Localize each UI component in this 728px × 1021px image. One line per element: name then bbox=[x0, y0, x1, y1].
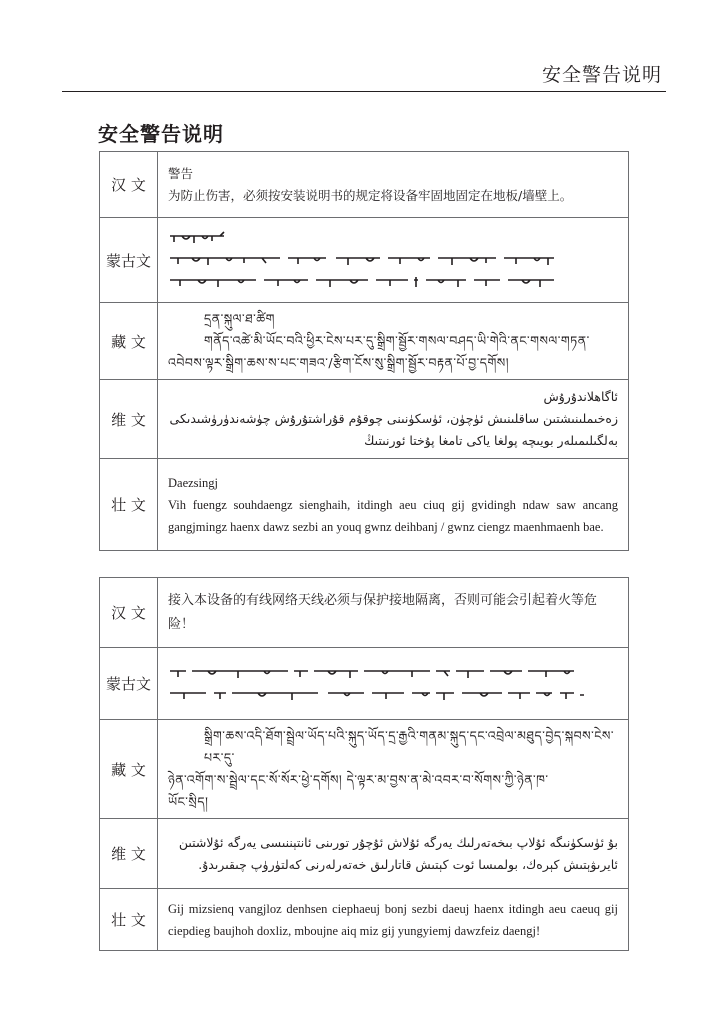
tibetan-line: འབེབས་ལྟར་སྒྲིག་ཆས་ས་པང་གཟའ་/རྩིག་ངོས་སུ་སྒྲིག་སྦྱོར་བརྟན་པོ་བྱ་དགོས། bbox=[168, 355, 510, 370]
tibetan-line: སྒྲིག་ཆས་འདི་ཐོག་སྦྲེལ་ཡོད་པའི་སྐུད་ཡོད་དྲ་རྒྱའི་གནམ་སྐུད་དང་འབྲེལ་མཐུད་བྱེད་སྐབས་ངེས་པར་དུ་ bbox=[204, 728, 614, 765]
uyghur-line: زەخىملىنىشتىن ساقلىنىش ئۈچۈن، ئۈسكۈنىنى چوقۇم قۇراشتۇرۇش چۈشەندۈرۈشىدىكى bbox=[169, 411, 618, 426]
table-row-zhuang bbox=[100, 889, 629, 951]
header-divider bbox=[62, 91, 666, 92]
tibetan-line: ཉེན་འགོག་ས་སྦྲེལ་དང་སོ་སོར་ཕྱེ་དགོས། དེ་ལྟར་མ་བྱས་ན་མེ་འབར་བ་སོགས་ཀྱི་ཉེན་ཁ་ bbox=[168, 772, 549, 787]
lang-label-zhuang: 壮 文 bbox=[100, 889, 158, 951]
running-header-title: 安全警告说明 bbox=[541, 64, 662, 86]
zhuang-heading: Daezsingj bbox=[168, 475, 218, 490]
tibetan-heading: དྲན་སྐུལ་ཐ་ཚིག bbox=[204, 311, 275, 326]
mongolian-line bbox=[168, 275, 618, 289]
table-row-chinese bbox=[100, 578, 629, 648]
lang-label-mongolian: 蒙古文 bbox=[100, 218, 158, 303]
tibetan-line: གནོད་འཚེ་མི་ཡོང་བའི་ཕྱིར་ངེས་པར་དུ་སྒྲིག་སྦྱོར་གསལ་བཤད་ཡི་གེའི་ནང་གསལ་གཏན་ bbox=[204, 333, 590, 348]
lang-label-chinese: 汉 文 bbox=[100, 578, 158, 648]
mongolian-script-graphic bbox=[158, 648, 629, 720]
uyghur-line: ئايرىۋېتىش كېرەك، بولمىسا ئوت كېتىش قاتارلىق خەتەرلەرنى كەلتۈرۈپ چىقىرىدۇ. bbox=[198, 856, 618, 872]
table-row-chinese bbox=[100, 152, 629, 218]
table-row-mongolian bbox=[100, 648, 629, 720]
mongolian-line bbox=[168, 688, 618, 702]
tibetan-text bbox=[158, 303, 629, 380]
chinese-text bbox=[158, 152, 629, 218]
chinese-text: 接入本设备的有线网络天线必须与保护接地隔离，否则可能会引起着火等危险！ bbox=[158, 578, 629, 648]
warning-body: 为防止伤害，必须按安装说明书的规定将设备牢固地固定在地板/墙壁上。 bbox=[168, 187, 573, 203]
zhuang-body: Vih fuengz souhdaengz sienghaih, itdingh aeu ciuq gij gvidingh ndaw saw ancang gangjmingz haenx dawz sezbi an youq gwnz deihbanj / gwnz ciengz maenhmaenh bae. bbox=[168, 497, 618, 534]
mongolian-script-graphic bbox=[158, 218, 629, 303]
uyghur-line: بەلگىلىمىلەر بويىچە پولغا ياكى تامغا پۇختا ئورنىتىڭ bbox=[364, 433, 618, 448]
lang-label-zhuang: 壮 文 bbox=[100, 459, 158, 551]
table-row-zhuang bbox=[100, 459, 629, 551]
uyghur-line: بۇ ئۈسكۈنىگە ئۇلاپ بىخەتەرلىك يەرگە ئۇلاش ئۇچۇر تورىنى ئانتېننىسى يەرگە ئۇلاشتىن bbox=[178, 834, 618, 850]
table-row-mongolian bbox=[100, 218, 629, 303]
uyghur-heading: ئاگاھلاندۇرۇش bbox=[543, 389, 618, 404]
table-row-tibetan bbox=[100, 720, 629, 819]
uyghur-text bbox=[158, 819, 629, 889]
lang-label-uyghur: 维 文 bbox=[100, 380, 158, 459]
table-row-tibetan bbox=[100, 303, 629, 380]
warning-table-1 bbox=[99, 151, 629, 551]
zhuang-text: Gij mizsienq vangjloz denhsen ciephaeuj bonj sezbi daeuj haenx itdingh aeu caeuq gij ciepdieg baujhoh doxliz, mboujne aiq miz gij yungyiemj dawzfeiz daengj! bbox=[158, 889, 629, 951]
tibetan-text bbox=[158, 720, 629, 819]
lang-label-tibetan: 藏 文 bbox=[100, 303, 158, 380]
section-title: 安全警告说明 bbox=[98, 122, 224, 146]
lang-label-mongolian: 蒙古文 bbox=[100, 648, 158, 720]
mongolian-line bbox=[168, 666, 618, 680]
mongolian-line bbox=[168, 253, 618, 267]
warning-heading: 警告 bbox=[168, 165, 194, 181]
mongolian-line bbox=[168, 231, 618, 245]
table-row-uyghur bbox=[100, 819, 629, 889]
lang-label-tibetan: 藏 文 bbox=[100, 720, 158, 819]
lang-label-uyghur: 维 文 bbox=[100, 819, 158, 889]
zhuang-text bbox=[158, 459, 629, 551]
uyghur-text bbox=[158, 380, 629, 459]
tibetan-line: ཡོང་སྲིད། bbox=[168, 794, 209, 809]
table-row-uyghur bbox=[100, 380, 629, 459]
lang-label-chinese: 汉 文 bbox=[100, 152, 158, 218]
warning-table-2 bbox=[99, 577, 629, 951]
